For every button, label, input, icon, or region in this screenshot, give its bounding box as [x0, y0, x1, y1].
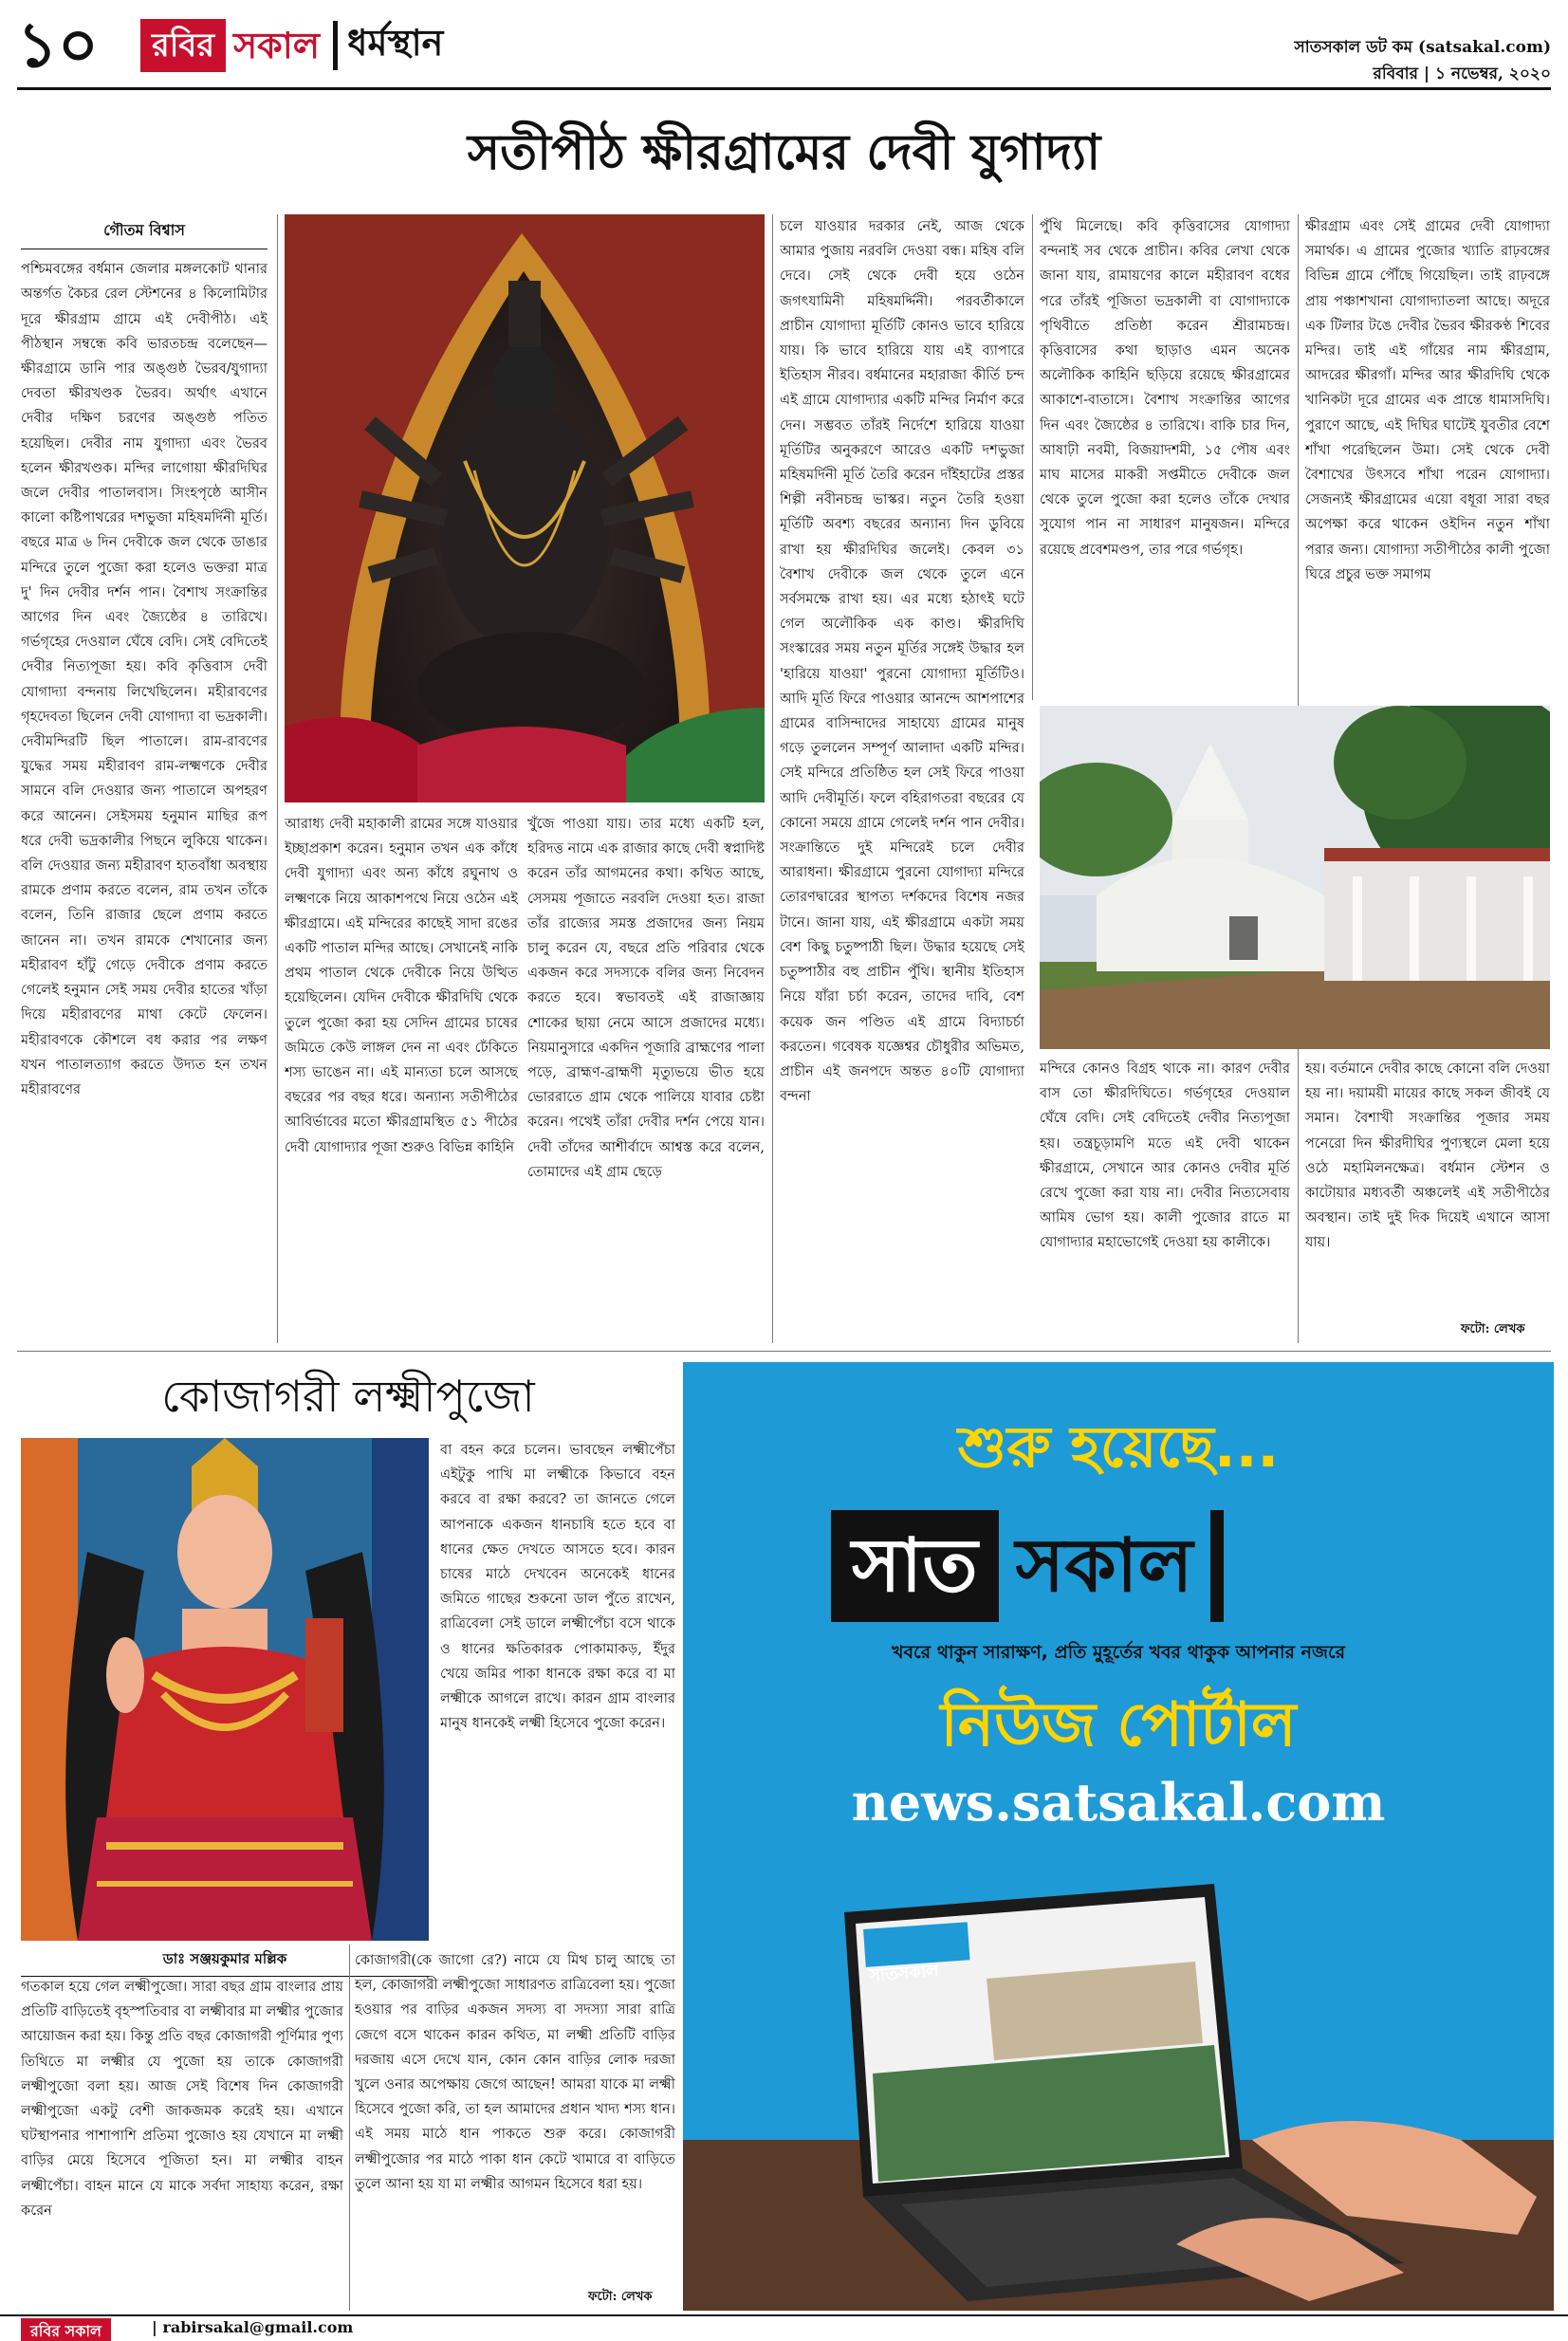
ad-logo-part1: সাত [831, 1510, 999, 1622]
brand-divider [333, 21, 338, 70]
section-divider [17, 1351, 1551, 1352]
lakshmi-text-2: কোজাগরী(কে জাগো রে?) নামে যে মিথ চালু আছে তা হল, কোজাগরী লক্ষ্মীপুজো সাধারণত রাত্রিবেলা হয়। পুজো হওয়ার পর বাড়ির একজন সদস্য বা সদস্যা সারা রাত্রি জেগে বসে থাকেন কারন কথিত, মা লক্ষ্মী প্রতিটি বাড়ির দরজায় এসে দেখে যান, কোন কোন বাড়ির লোক দরজা খুলে ওনার অপেক্ষায় জেগে আছেন! আমরা যাকে মা লক্ষ্মী হিসেবে পুজো করি, তা হল আমাদের প্রধান খাদ্য শস্য ধান। এই সময় মাঠে ধান পাকতে শুরু করে। কোজাগরী লক্ষ্মীপুজোর পর মাঠে পাকা ধান কেটে খামারে বা বাড়িতে তুলে আনা হয় যা মা লক্ষ্মীর আগমন হিসেবে ধরা হয়। [355, 1952, 675, 2192]
article1-text-6: ক্ষীরগ্রাম এবং সেই গ্রামের দেবী যোগাদ্যা সমার্থক। এ গ্রামের পুজোর খ্যাতি রাঢ়বঙ্গের বিভিন্ন গ্রামে পৌঁছে গিয়েছিল। তাই রাঢ়বঙ্গে প্রায় পঞ্চাশখানা যোগাদ্যাতলা আছে। অদূরে এক টিলার টঙে দেবীর ভৈরব ক্ষীরকণ্ঠ শিবের মন্দির। তাই এই গাঁয়ের নাম ক্ষীরগ্রাম, আদরের ক্ষীরগাঁ। মন্দির আর ক্ষীরদিঘি থেকে খানিকটা দূরে গ্রামের এক প্রান্তে ধামাসদিঘি। পুরাণে আছে, এই দিঘির ঘাটেই যুবতীর বেশে শাঁখা পরেছিলেন উমা। সেই থেকে দেবী বৈশাখের উৎসবে শাঁখা পরেন যোগাদ্যা। সেজন্যই ক্ষীরগ্রামের এয়ো বধূরা সারা বছর অপেক্ষা করে থাকেন ওইদিন নতুন শাঁখা পরার জন্য। যোগাদ্যা সতীপীঠের কালী পুজো ঘিরে প্রচুর ভক্ত সমাগম [1305, 218, 1550, 582]
brand-sakal: সকাল [233, 24, 321, 66]
ad-logo-bar [1210, 1510, 1224, 1622]
article1-text-5b: মন্দিরে কোনও বিগ্রহ থাকে না। কারণ দেবীর বাস তো ক্ষীরদিঘিতে। গর্ভগৃহের দেওয়াল ঘেঁষে বেদি। সেই বেদিতেই দেবীর নিত্যপূজা হয়। তন্ত্রচূড়ামণি মতে এই দেবী থাকেন ক্ষীরগ্রামে, সেখানে আর কোনও দেবীর মূর্তি রেখে পুজো করা যায় না। দেবীর নিত্যসেবায় আমিষ ভোগ হয়। কালী পুজোর রাতে মা যোগাদ্যার মহাভোগেই দেওয়া হয় কালীকে। [1040, 1060, 1290, 1251]
byline: গৌতম বিশ্বাস [21, 214, 267, 249]
header-rule [17, 87, 1551, 90]
lakshmi-article-column-2 [355, 1948, 675, 2282]
column-divider [772, 214, 773, 1343]
goddess-yogadya-photo [285, 214, 765, 802]
site-label: সাতসকাল ডট কম (satsakal.com) [1294, 38, 1551, 57]
lakshmi-photo-credit: ফটো: লেখক [588, 2290, 653, 2304]
temple-photo [1040, 706, 1550, 1049]
article1-photo-credit: ফটো: লেখক [1461, 1322, 1525, 1336]
article1-column-5 [1040, 214, 1290, 700]
ad-subtitle: খবরে থাকুন সারাক্ষণ, প্রতি মুহূর্তের খবর থাকুক আপনার নজরে [891, 1642, 1346, 1663]
article1-text-1: পশ্চিমবঙ্গের বর্ধমান জেলার মঙ্গলকোট থানার অন্তর্গত কৈচর রেল স্টেশনের ৪ কিলোমিটার দূরে ক্ষীরগ্রাম গ্রামে এই দেবীপীঠ। এই পীঠস্থান সম্বন্ধে কবি ভারতচন্দ্র বলেছেন—ক্ষীরগ্রামে ডানি পার অঙ্গুষ্ঠ ভৈরব/যুগাদ্যা দেবতা ক্ষীরখণ্ডক ভৈরব। অর্থাৎ এখানে দেবীর দক্ষিণ চরণের অঙ্গুষ্ঠ পতিত হয়েছিল। দেবীর নাম যুগাদ্যা এবং ভৈরব হলেন ক্ষীরখণ্ডক। মন্দির লাগোয়া ক্ষীরদিঘির জলে দেবীর পাতালবাস। সিংহপৃষ্ঠে আসীন কালো কষ্টিপাথরের দশভুজা মহিষমর্দিনী মূর্তি। বছরে মাত্র ৬ দিন দেবীকে জল থেকে ডাঙার মন্দিরে তুলে পুজো করা হলেও ভক্তরা মাত্র দু' দিন দেবীর দর্শন পান। বৈশাখ সংক্রান্তির আগের দিন এবং জ্যৈষ্ঠের ৪ তারিখে। গর্ভগৃহের দেওয়াল ঘেঁষে বেদি। সেই বেদিতেই দেবীর নিত্যপূজা হয়। কবি কৃত্তিবাস দেবী যোগাদ্যা বন্দনায় লিখেছিলেন। মহীরাবণের গৃহদেবতা ছিলেন দেবী যোগাদ্যা বা ভদ্রকালী। দেবীমন্দিরটি ছিল পাতালে। রাম-রাবণের যুদ্ধের সময় মহীরাবণ রাম-লক্ষ্মণকে দেবীর সামনে বলি দেওয়ার জন্য পাতালে অপহরণ করে আনেন। সেইসময় হনুমান মাছির রূপ ধরে দেবী ভদ্রকালীর পিছনে লুকিয়ে থাকেন। বলি দেওয়ার জন্য মহীরাবণ হাতবাঁধা অবস্থায় রামকে প্রণাম করতে বলেন, রাম তখন তাঁকে বলেন, তিনি রাজার ছেলে প্রণাম করতে জানেন না। তখন রামকে শেখানোর জন্য মহীরাবণ হাঁটু গেড়ে দেবীকে প্রণাম করতে গেলেই হনুমান সেই সময় দেবীর হাতের খাঁড়া দিয়ে মহীরাবণের মাথা কেটে ফেলেন। মহীরাবণকে কৌশলে বধ করার পর লক্ষণ যখন পাতালত্যাগ করতে উদ্যত হন তখন মহীরাবণের [21, 261, 267, 1097]
lakshmi-byline: ডাঃ সঞ্জয়কুমার মল্লিক [21, 1948, 429, 1977]
lakshmi-article-column-1 [21, 1975, 343, 2311]
article1-text-6b: হয়। বর্তমানে দেবীর কাছে কোনো বলি দেওয়া হয় না। দয়াময়ী মায়ের কাছে সকল জীবই যে সমান। বৈশাখী সংক্রান্তির পূজার সময় পনেরো দিন ক্ষীরদীঘির পুণ্যস্থলে মেলা হয়ে ওঠে মহামিলনক্ষেত্র। বর্ধমান স্টেশন ও কাটোয়ার মধ্যবর্তী অঞ্চলেই এই সতীপীঠের অবস্থান। তাই দুই দিক দিয়েই এখানে আসা যায়। [1305, 1060, 1550, 1251]
section-name: ধর্মস্থান [347, 21, 444, 64]
article1-text-4: চলে যাওয়ার দরকার নেই, আজ থেকে আমার পুজায় নরবলি দেওয়া বন্ধ। মহিষ বলি দেবে। সেই থেকে দেবী হয়ে ওঠেন জগৎযামিনী মহিষমর্দ্দিনী। পরবর্তীকালে প্রাচীন যোগাদ্যা মূর্তিটি কোনও ভাবে হারিয়ে যায়। কি ভাবে হারিয়ে যায় এই ব্যাপারে ইতিহাস নীরব। বর্ধমানের মহারাজা কীর্তি চন্দ এই গ্রামে যোগাদ্যার একটি মন্দির নির্মাণ করে দেন। সম্ভবত তাঁরই নির্দেশে হারিয়ে যাওয়া মূর্তিটির অনুকরণে আরেও একটি দশভুজা মহিষমর্দিনী মূর্তি তৈরি করেন দাঁইহাটের প্রস্তর শিল্পী নবীনচন্দ্র ভাস্কর। নতুন তৈরি হওয়া মূর্তিটি অবশ্য বছরের অন্যান্য দিন ডুবিয়ে রাখা হয় ক্ষীরদিঘির জলেই। কেবল ৩১ বৈশাখ দেবীকে জল থেকে তুলে এনে সর্বসমক্ষে রাখা হয়। এর মধ্যে হঠাৎই ঘটে গেল অলৌকিক এক কাণ্ড। ক্ষীরদিঘি সংস্কারের সময় নতুন মূর্তির সঙ্গেই উদ্ধার হল 'হারিয়ে যাওয়া' পুরনো যোগাদ্যা মূর্তিটিও। আদি মূর্তি ফিরে পাওয়ার আনন্দে আশপাশের গ্রামের বাসিন্দাদের সাহায্যে গ্রামের মানুষ গড়ে তুললেন সম্পূর্ণ আলাদা একটি মন্দির। সেই মন্দিরে প্রতিষ্ঠিত হল সেই ফিরে পাওয়া আদি দেবীমূর্তি। ফলে বহিরাগতরা বছরের যে কোনো সময়ে গ্রামে গেলেই দর্শন পান দেবীর। সংক্রান্তিতে দুই মন্দিরেই চলে দেবীর আরাধনা। ক্ষীরগ্রামে পুরনো যোগাদ্যা মন্দিরে তোরণদ্বারের স্থাপত্য দর্শকদের বিশেষ নজর টানে। জানা যায়, এই ক্ষীরগ্রামে একটা সময় বেশ কিছু চতুষ্পাঠী ছিল। উদ্ধার হয়েছে সেই চতুষ্পাঠীর বহু প্রাচীন পুঁথি। স্থানীয় ইতিহাস নিয়ে যাঁরা চর্চা করেন, তাদের দাবি, বেশ কয়েক জন পণ্ডিত এই গ্রামে বিদ্যাচর্চা করতেন। গবেষক যজ্ঞেশ্বর চৌধুরীর অভিমত, প্রাচীন এই জনপদে অন্তত ৪০টি যোগাদ্যা বন্দনা [780, 218, 1024, 1105]
article1-text-5: পুঁথি মিলেছে। কবি কৃত্তিবাসের যোগাদ্যা বন্দনাই সব থেকে প্রাচীন। কবির লেখা থেকে জানা যায়, রামায়ণের কালে মহীরাবণ বধের পরে তাঁরই পূজিতা ভদ্রকালী বা যোগাদ্যাকে পৃথিবীতে প্রতিষ্ঠা করেন শ্রীরামচন্দ্র। কৃত্তিবাসের কথা ছাড়াও এমন অনেক অলৌকিক কাহিনি ছড়িয়ে রয়েছে ক্ষীরগ্রামের আকাশে-বাতাসে। বৈশাখ সংক্রান্তির আগের দিন এবং জ্যৈষ্ঠের ৪ তারিখে। বাকি চার দিন, আষাঢ়ী নবমী, বিজয়াদশমী, ১৫ পৌষ এবং মাঘ মাসের মাকরী সপ্তমীতে দেবীকে জল থেকে তুলে পুজো করা হলেও তাঁকে দেখার সুযোগ পান না সাধারণ মানুষজন। মন্দিরে রয়েছে প্রবেশমণ্ডপ, তার পরে গর্ভগৃহ। [1040, 218, 1290, 558]
article1-column-6b [1305, 1057, 1550, 1313]
header-meta [1295, 34, 1551, 87]
lakshmi-idol-photo [21, 1438, 429, 1941]
article1-column-4 [780, 214, 1024, 1343]
lakshmi-text-side: বা বহন করে চলেন। ভাবছেন লক্ষ্মীপেঁচা এইটুকু পাখি মা লক্ষ্মীকে কিভাবে বহন করবে বা রক্ষা করবে? তা জানতে গেলে আপনাকে একজন ধানচাষি হতে হবে বা ধানের ক্ষেত দেখতে আসতে হবে। কারন চাষের মাঠে দেখবেন অনেকেই ধানের জমিতে গাছের শুকনো ডাল পুঁতে রাখেন, রাত্রিবেলা সেই ডালে লক্ষ্মীপেঁচা বসে থাকে ও ধানের ক্ষতিকারক পোকামাকড়, ইঁদুর খেয়ে জমির পাকা ধানকে রক্ষা করে বা মা লক্ষ্মীকে আগলে রাখে। কারন গ্রাম বাংলার মানুষ ধানকেই লক্ষ্মী হিসেবে পুজো করেন। [440, 1442, 675, 1732]
article1-column-3 [527, 812, 765, 1343]
lakshmi-article-title: কোজাগরী লক্ষ্মীপুজো [161, 1371, 535, 1422]
article1-text-3: খুঁজে পাওয়া যায়। তার মধ্যে একটি হল, হরিদত্ত নামে এক রাজার কাছে দেবী স্বপ্নাদিষ্ট করেন তাঁর আগমনের কথা। কথিত আছে, সেসময় পূজাতে নরবলি দেওয়া হত। রাজা তাঁর রাজ্যের সমস্ত প্রজাদের জন্য নিয়ম চালু করেন যে, বছরে প্রতি পরিবার থেকে একজন করে সদস্যকে বলির জন্য নিবেদন করতে হবে। স্বভাবতই এই রাজাজ্ঞায় শোকের ছায়া নেমে আসে প্রজাদের মধ্যে। নিয়মানুসারে একদিন পূজারি ব্রাহ্মণের পালা পড়ে, ব্রাহ্মণ-ব্রাহ্মণী মৃত্যুভয়ে ভীত হয়ে ভোররাতে গ্রাম থেকে পালিয়ে যাবার চেষ্টা করেন। পথেই তাঁরা দেবীর দর্শন পেয়ে যান। দেবী তাঁদের আশীর্বাদে আশ্বস্ত করে বলেন, তোমাদের এই গ্রাম ছেড়ে [527, 816, 765, 1180]
lakshmi-article-side-column [440, 1438, 675, 1946]
ad-url: news.satsakal.com [851, 1772, 1386, 1833]
article1-column-6 [1305, 214, 1550, 700]
ad-tagline: শুরু হয়েছে... [957, 1414, 1280, 1481]
screen-logo: সাতসকাল [868, 1961, 940, 1986]
masthead [140, 19, 443, 72]
footer-brand: রবির সকাল [21, 2318, 111, 2341]
article1-text-2: আরাধ্য দেবী মহাকালী রামের সঙ্গে যাওয়ার ইচ্ছাপ্রকাশ করেন। হনুমান তখন এক কাঁধে দেবী যুগাদ্যা এবং অন্য কাঁধে রঘুনাথ ও লক্ষ্মণকে নিয়ে আকাশপথে নিয়ে ওঠেন এই ক্ষীরগ্রামে। এই মন্দিরের কাছেই সাদা রঙের একটি পাতাল মন্দির আছে। সেখানেই নাকি প্রথম পাতাল থেকে দেবীকে নিয়ে উত্থিত হয়েছিলেন। যেদিন দেবীকে ক্ষীরদিঘি থেকে তুলে পুজো করা হয় সেদিন গ্রামের চাষের জমিতে কেউ লাঙ্গল দেন না এবং ঢেঁকিতে শস্য ভাঙেন না। এই মান্যতা চলে আসছে বছরের পর বছর ধরে। অন্যান্য সতীপীঠের আবির্ভাবের মতো ক্ষীরগ্রামস্থিত ৫১ পীঠের দেবী যোগাদ্যার পূজা শুরুও বিভিন্ন কাহিনি [285, 816, 518, 1155]
column-divider [277, 214, 278, 1343]
satsakal-advertisement [683, 1362, 1554, 2311]
page-number: ১০ [17, 8, 99, 82]
article1-column-2 [285, 812, 518, 1343]
laptop-illustration [683, 1855, 1554, 2311]
article1-column-5b [1040, 1057, 1290, 1341]
issue-date: রবিবার | ১ নভেম্বর, ২০২০ [1373, 65, 1551, 83]
headline: সতীপীঠ ক্ষীরগ্রামের দেবী যুগাদ্যা [467, 123, 1101, 181]
ad-logo [831, 1510, 1362, 1622]
column-divider [349, 1945, 350, 2311]
column-divider [1032, 214, 1033, 700]
lakshmi-text-1: গতকাল হয়ে গেল লক্ষ্মীপুজো। সারা বছর গ্রাম বাংলার প্রায় প্রতিটি বাড়িতেই বৃহস্পতিবার বা লক্ষ্মীবার মা লক্ষ্মীর পুজোর আয়োজন করা হয়। কিন্তু প্রতি বছর কোজাগরী পূর্ণিমার পুণ্য তিথিতে মা লক্ষ্মীর যে পুজো হয় তাকে কোজাগরী লক্ষ্মীপুজো বলা হয়। আজ সেই বিশেষ দিন কোজাগরী লক্ষ্মীপুজো একটু বেশী জাকজমক করেই হয়। এখানে ঘটস্থাপনার পাশাপাশি প্রতিমা পুজোও হয় যেখানে মা লক্ষ্মী বাড়ির মেয়ে হিসেবে পূজিতা হন। মা লক্ষ্মীর বাহন লক্ষ্মীপেঁচা। বাহন মানে যে মাকে সর্বদা সাহায্য করেন, রক্ষা করেন [21, 1979, 343, 2219]
brand-rabi: রবির [140, 19, 226, 72]
ad-portal-label: নিউজ পোর্টাল [940, 1690, 1297, 1760]
ad-logo-part2: সকাল [1015, 1523, 1193, 1609]
footer-email: | rabirsakal@gmail.com [152, 2318, 354, 2336]
article1-column-1 [21, 214, 267, 1347]
